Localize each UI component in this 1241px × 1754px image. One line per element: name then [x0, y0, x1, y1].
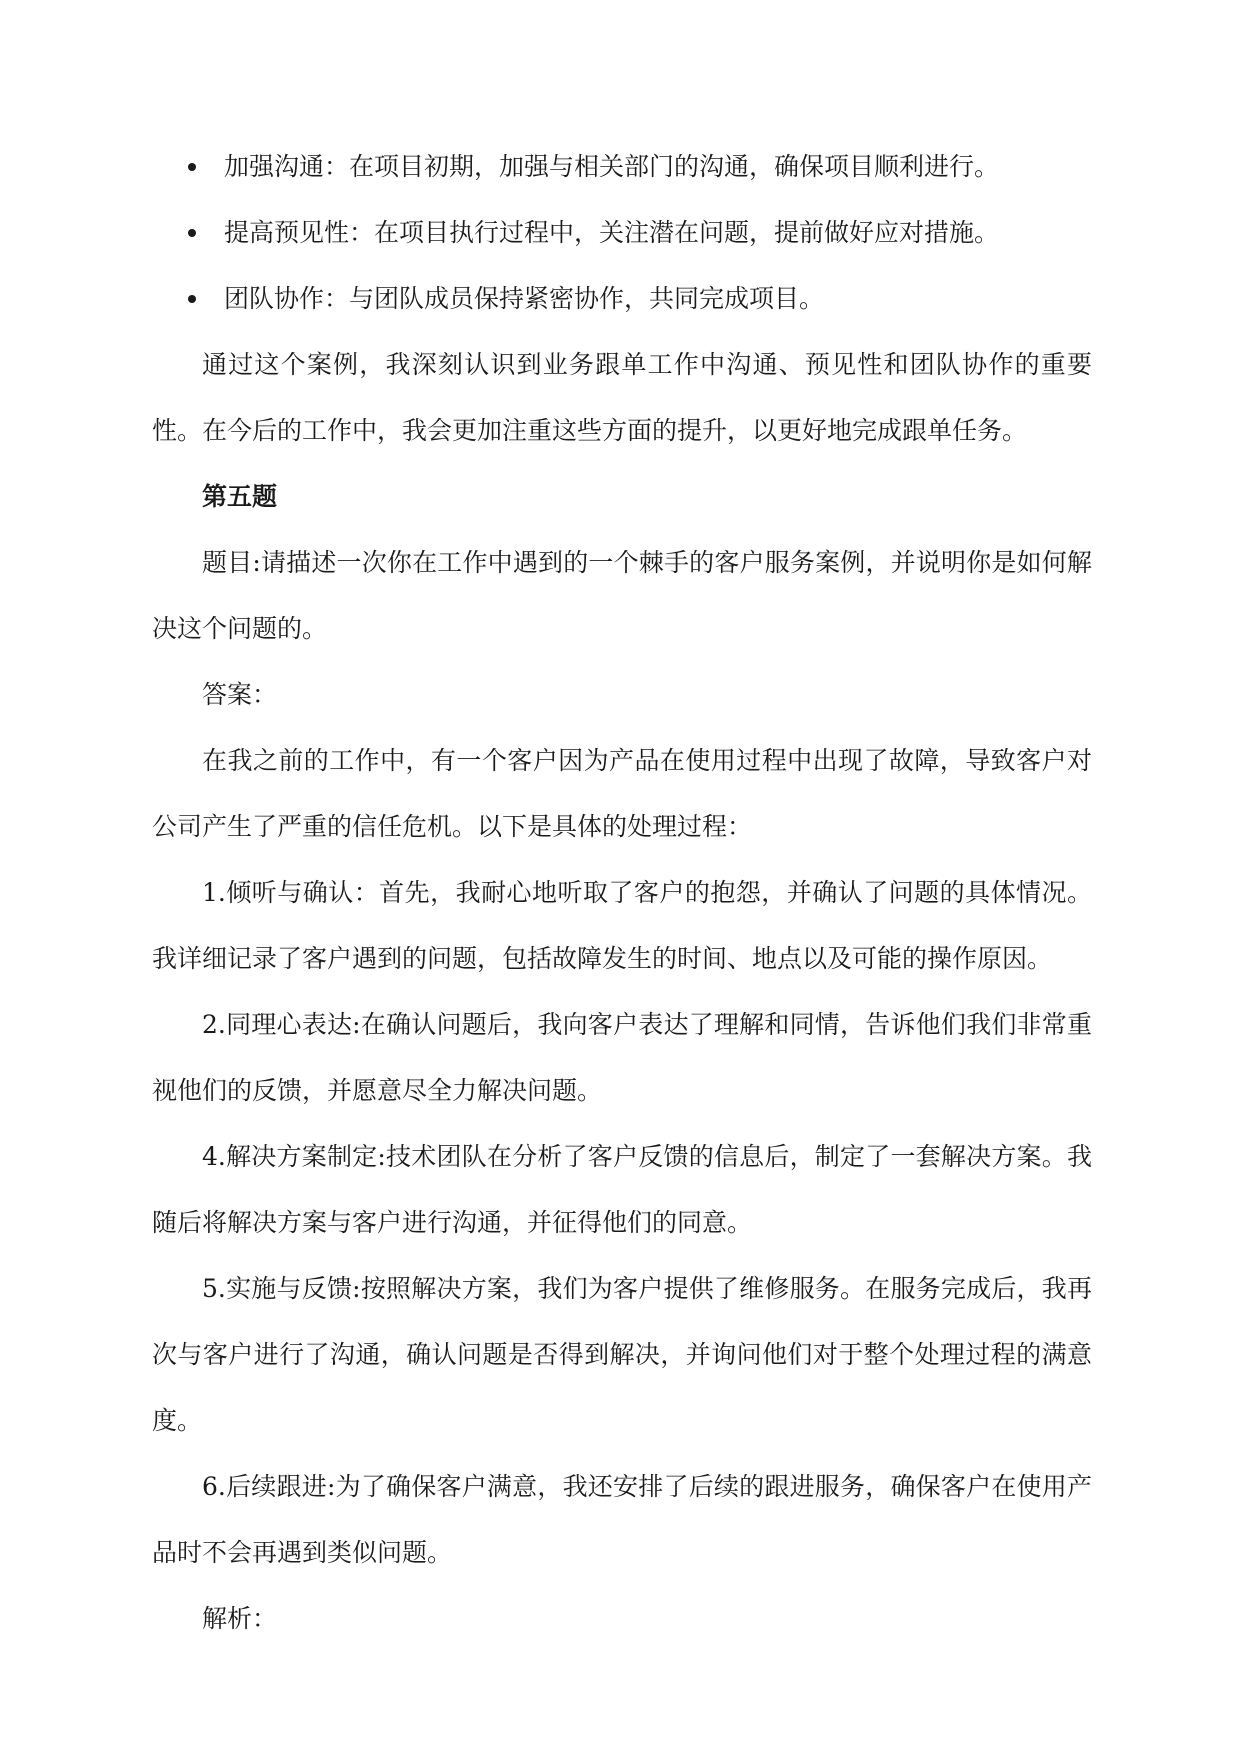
answer-label: 答案：	[202, 680, 278, 709]
question-paragraph: 题目:请描述一次你在工作中遇到的一个棘手的客户服务案例，并说明你是如何解决这个问题的。	[152, 548, 1092, 643]
bullet-text: 加强沟通：在项目初期，加强与相关部门的沟通，确保项目顺利进行。	[224, 152, 1000, 181]
bullet-text: 团队协作：与团队成员保持紧密协作，共同完成项目。	[224, 284, 825, 313]
bullet-item	[152, 200, 1092, 266]
bullet-item	[152, 134, 1092, 200]
step-paragraph: 4.解决方案制定:技术团队在分析了客户反馈的信息后，制定了一套解决方案。我随后将解决方案与客户进行沟通，并征得他们的同意。	[152, 1142, 1092, 1237]
bullet-text: 提高预见性：在项目执行过程中，关注潜在问题，提前做好应对措施。	[224, 218, 1000, 247]
step-paragraph: 5.实施与反馈:按照解决方案，我们为客户提供了维修服务。在服务完成后，我再次与客户进行了沟通，确认问题是否得到解决，并询问他们对于整个处理过程的满意度。	[152, 1274, 1092, 1435]
section-title: 第五题	[202, 482, 278, 511]
step-paragraph: 1.倾听与确认：首先，我耐心地听取了客户的抱怨，并确认了问题的具体情况。我详细记录了客户遇到的问题，包括故障发生的时间、地点以及可能的操作原因。	[152, 878, 1092, 973]
bullet-dot-icon	[188, 295, 196, 303]
bullet-dot-icon	[188, 229, 196, 237]
bullet-item	[152, 266, 1092, 332]
intro-paragraph: 在我之前的工作中，有一个客户因为产品在使用过程中出现了故障，导致客户对公司产生了严重的信任危机。以下是具体的处理过程：	[152, 746, 1092, 841]
bullet-list	[152, 134, 1092, 332]
step-paragraph: 6.后续跟进:为了确保客户满意，我还安排了后续的跟进服务，确保客户在使用产品时不会再遇到类似问题。	[152, 1472, 1092, 1567]
conclusion-paragraph: 通过这个案例，我深刻认识到业务跟单工作中沟通、预见性和团队协作的重要性。在今后的工作中，我会更加注重这些方面的提升，以更好地完成跟单任务。	[152, 350, 1092, 445]
analysis-label: 解析：	[202, 1604, 278, 1633]
step-paragraph: 2.同理心表达:在确认问题后，我向客户表达了理解和同情，告诉他们我们非常重视他们的反馈，并愿意尽全力解决问题。	[152, 1010, 1092, 1105]
bullet-dot-icon	[188, 163, 196, 171]
document-body	[152, 134, 1092, 1652]
